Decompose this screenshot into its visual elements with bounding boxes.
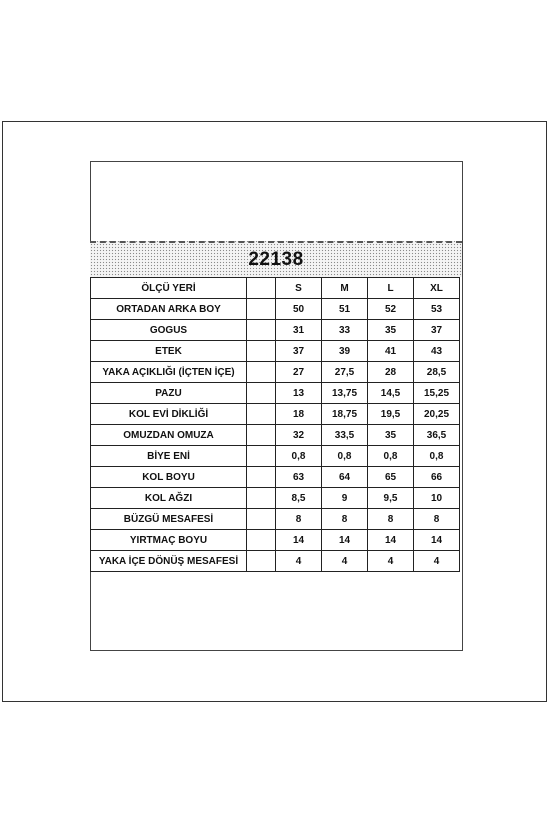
row-empty-cell xyxy=(247,341,276,362)
size-table xyxy=(90,277,460,572)
value-cell-m: 27,5 xyxy=(322,362,368,383)
table-row xyxy=(91,383,460,404)
table-row xyxy=(91,362,460,383)
row-empty-cell xyxy=(247,530,276,551)
value-cell-l: 35 xyxy=(368,320,414,341)
value-cell-l: 4 xyxy=(368,551,414,572)
row-empty-cell xyxy=(247,509,276,530)
value-cell-xl: 53 xyxy=(414,299,460,320)
table-row xyxy=(91,320,460,341)
row-label: BÜZGÜ MESAFESİ xyxy=(91,509,247,530)
value-cell-l: 14 xyxy=(368,530,414,551)
row-label: GOGUS xyxy=(91,320,247,341)
value-cell-xl: 36,5 xyxy=(414,425,460,446)
value-cell-s: 0,8 xyxy=(276,446,322,467)
value-cell-s: 27 xyxy=(276,362,322,383)
value-cell-m: 18,75 xyxy=(322,404,368,425)
value-cell-m: 9 xyxy=(322,488,368,509)
value-cell-s: 37 xyxy=(276,341,322,362)
table-row xyxy=(91,341,460,362)
value-cell-m: 33 xyxy=(322,320,368,341)
value-cell-l: 19,5 xyxy=(368,404,414,425)
row-label: OMUZDAN OMUZA xyxy=(91,425,247,446)
value-cell-xl: 0,8 xyxy=(414,446,460,467)
row-empty-cell xyxy=(247,425,276,446)
value-cell-xl: 10 xyxy=(414,488,460,509)
value-cell-s: 31 xyxy=(276,320,322,341)
row-label: YAKA İÇE DÖNÜŞ MESAFESİ xyxy=(91,551,247,572)
header-cell-xl: XL xyxy=(414,278,460,299)
value-cell-l: 35 xyxy=(368,425,414,446)
row-label: BİYE ENİ xyxy=(91,446,247,467)
row-empty-cell xyxy=(247,488,276,509)
table-row xyxy=(91,551,460,572)
row-label: KOL BOYU xyxy=(91,467,247,488)
value-cell-xl: 43 xyxy=(414,341,460,362)
table-row xyxy=(91,530,460,551)
value-cell-s: 4 xyxy=(276,551,322,572)
value-cell-xl: 66 xyxy=(414,467,460,488)
value-cell-m: 39 xyxy=(322,341,368,362)
product-code-title: 22138 xyxy=(248,249,304,270)
header-cell-m: M xyxy=(322,278,368,299)
title-bar xyxy=(90,241,462,277)
row-empty-cell xyxy=(247,551,276,572)
value-cell-s: 14 xyxy=(276,530,322,551)
value-cell-xl: 37 xyxy=(414,320,460,341)
row-label: KOL EVİ DİKLİĞİ xyxy=(91,404,247,425)
value-cell-l: 41 xyxy=(368,341,414,362)
table-row xyxy=(91,404,460,425)
value-cell-s: 32 xyxy=(276,425,322,446)
value-cell-l: 8 xyxy=(368,509,414,530)
table-row xyxy=(91,467,460,488)
row-label: YAKA AÇIKLIĞI (İÇTEN İÇE) xyxy=(91,362,247,383)
size-table-body xyxy=(91,278,460,572)
value-cell-xl: 28,5 xyxy=(414,362,460,383)
value-cell-s: 13 xyxy=(276,383,322,404)
table-row xyxy=(91,446,460,467)
value-cell-xl: 15,25 xyxy=(414,383,460,404)
value-cell-s: 18 xyxy=(276,404,322,425)
row-empty-cell xyxy=(247,467,276,488)
row-empty-cell xyxy=(247,320,276,341)
value-cell-m: 13,75 xyxy=(322,383,368,404)
table-row xyxy=(91,488,460,509)
header-cell-label: ÖLÇÜ YERİ xyxy=(91,278,247,299)
value-cell-xl: 14 xyxy=(414,530,460,551)
row-label: KOL AĞZI xyxy=(91,488,247,509)
table-header-row xyxy=(91,278,460,299)
row-empty-cell xyxy=(247,299,276,320)
header-cell-l: L xyxy=(368,278,414,299)
value-cell-m: 8 xyxy=(322,509,368,530)
row-label: ORTADAN ARKA BOY xyxy=(91,299,247,320)
value-cell-xl: 8 xyxy=(414,509,460,530)
value-cell-s: 8,5 xyxy=(276,488,322,509)
row-label: PAZU xyxy=(91,383,247,404)
value-cell-l: 14,5 xyxy=(368,383,414,404)
row-empty-cell xyxy=(247,383,276,404)
value-cell-m: 64 xyxy=(322,467,368,488)
value-cell-l: 9,5 xyxy=(368,488,414,509)
value-cell-l: 65 xyxy=(368,467,414,488)
value-cell-s: 8 xyxy=(276,509,322,530)
header-cell-gap xyxy=(247,278,276,299)
table-row xyxy=(91,425,460,446)
value-cell-m: 14 xyxy=(322,530,368,551)
header-cell-s: S xyxy=(276,278,322,299)
row-empty-cell xyxy=(247,404,276,425)
value-cell-m: 4 xyxy=(322,551,368,572)
value-cell-s: 50 xyxy=(276,299,322,320)
value-cell-m: 33,5 xyxy=(322,425,368,446)
row-label: YIRTMAÇ BOYU xyxy=(91,530,247,551)
value-cell-m: 0,8 xyxy=(322,446,368,467)
value-cell-s: 63 xyxy=(276,467,322,488)
row-empty-cell xyxy=(247,362,276,383)
row-empty-cell xyxy=(247,446,276,467)
value-cell-m: 51 xyxy=(322,299,368,320)
table-row xyxy=(91,299,460,320)
value-cell-l: 28 xyxy=(368,362,414,383)
value-cell-xl: 20,25 xyxy=(414,404,460,425)
value-cell-l: 0,8 xyxy=(368,446,414,467)
row-label: ETEK xyxy=(91,341,247,362)
table-row xyxy=(91,509,460,530)
value-cell-l: 52 xyxy=(368,299,414,320)
value-cell-xl: 4 xyxy=(414,551,460,572)
